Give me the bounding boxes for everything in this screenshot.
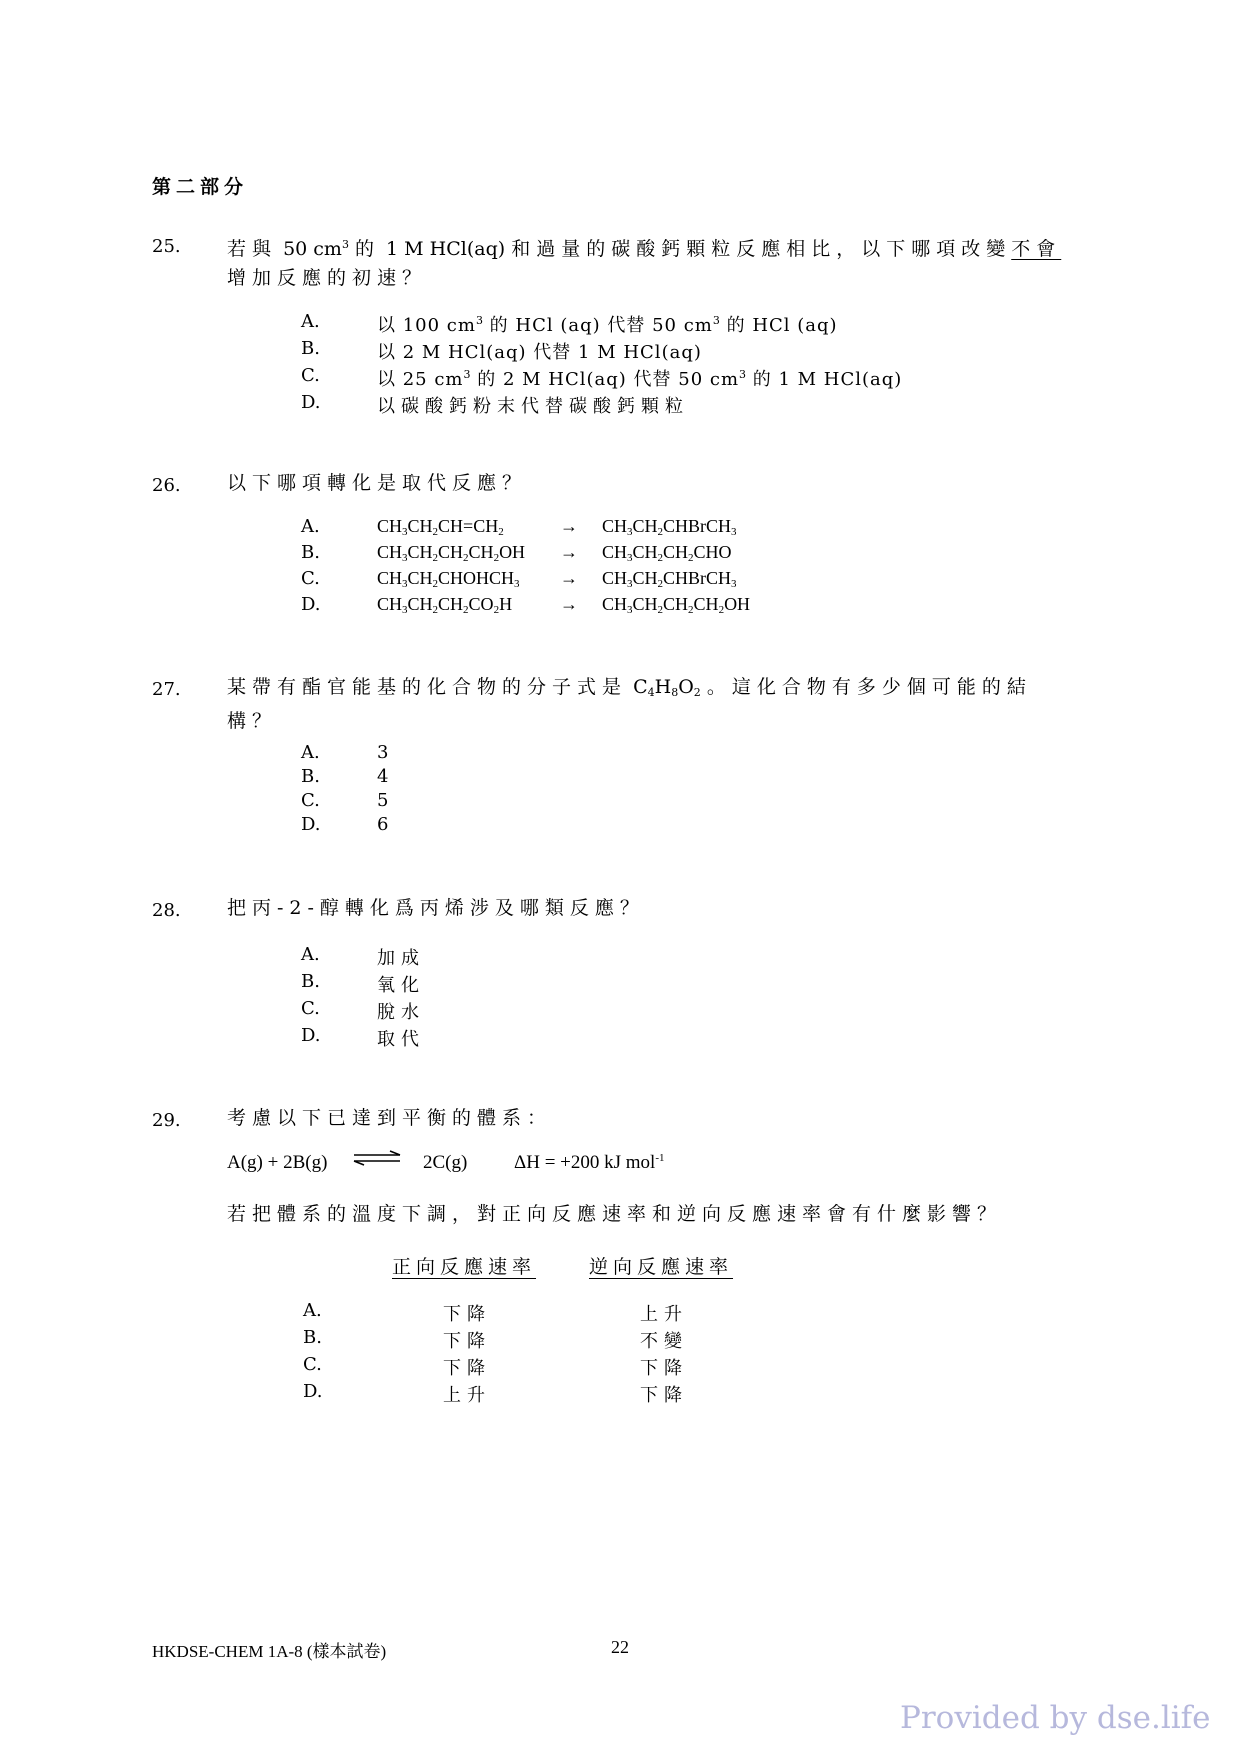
q28-option-text: 脫水 xyxy=(377,1002,425,1023)
col-reverse-rate: 逆向反應速率 xyxy=(589,1256,734,1278)
q26-option-product: $CH_3CH_2CH_2CHO$ xyxy=(602,542,732,564)
q28-number: 28. xyxy=(152,900,181,921)
q27-option-text: 4 xyxy=(377,766,389,787)
q26-option-reactant: $CH_3CH_2CH=CH_2$ xyxy=(377,516,504,538)
q25-option-text: 以 100 $cm^3$ 的 HCl (aq) 代替 50 $cm^3$ 的 HCl (aq) xyxy=(377,314,838,336)
q27-option-letter: B. xyxy=(301,766,320,787)
q25-text-c: 和過量的碳酸鈣顆粒反應相比，以下哪項改變 xyxy=(511,238,1012,260)
q25-text-b: 的 xyxy=(354,238,380,260)
q28-option-letter: D. xyxy=(301,1025,321,1046)
q25-emphasis: 不會 xyxy=(1011,238,1062,260)
q25-text-a: 若與 xyxy=(227,238,278,260)
q29-number: 29. xyxy=(152,1110,181,1131)
q28-option-letter: C. xyxy=(301,998,320,1019)
footer-paper-code: HKDSE-CHEM 1A-8 (樣本試卷) xyxy=(152,1642,387,1661)
q25-option-text: 以 2 M HCl(aq) 代替 1 M HCl(aq) xyxy=(377,342,702,363)
q25-text-line2: 增加反應的初速？ xyxy=(227,267,428,289)
q26-option-letter: A. xyxy=(301,516,320,537)
section-title: 第二部分 xyxy=(152,176,249,198)
q28-option-text: 氧化 xyxy=(377,975,425,996)
q26-option-product: $CH_3CH_2CHBrCH_3$ xyxy=(602,516,737,538)
q25-option-letter: B. xyxy=(301,338,320,359)
equilibrium-arrow-icon xyxy=(352,1150,402,1166)
q29-option-reverse: 下降 xyxy=(640,1358,688,1379)
q27-option-text: 3 xyxy=(377,742,389,763)
q25-concentration: 1 M HCl(aq) xyxy=(386,238,506,260)
q26-option-reactant: $CH_3CH_2CH_2CO_2H$ xyxy=(377,594,513,616)
q29-option-letter: D. xyxy=(303,1381,323,1402)
q26-option-reactant: $CH_3CH_2CHOHCH_3$ xyxy=(377,568,520,590)
q29-question: 若把體系的溫度下調，對正向反應速率和逆向反應速率會有什麼影響？ xyxy=(227,1203,1003,1225)
q26-option-letter: B. xyxy=(301,542,320,563)
q27-text-b: 。這化合物有多少個可能的結 xyxy=(706,676,1032,698)
q27-option-letter: A. xyxy=(301,742,320,763)
q25-option-letter: C. xyxy=(301,365,320,386)
q27-text-line2: 構？ xyxy=(227,710,278,732)
q27-text xyxy=(227,673,1107,736)
q28-text: 把丙-2-醇轉化爲丙烯涉及哪類反應？ xyxy=(227,897,645,919)
page-number: 22 xyxy=(611,1637,629,1657)
q29-option-reverse: 下降 xyxy=(640,1385,688,1406)
col-forward-rate: 正向反應速率 xyxy=(392,1256,537,1278)
q27-text-a: 某帶有酯官能基的化合物的分子式是 xyxy=(227,676,628,698)
q26-option-product: $CH_3CH_2CHBrCH_3$ xyxy=(602,568,737,590)
q29-option-forward: 上升 xyxy=(443,1385,491,1406)
q28-option-letter: A. xyxy=(301,944,320,965)
q27-option-text: 5 xyxy=(377,790,389,811)
q29-option-forward: 下降 xyxy=(443,1331,491,1352)
q26-number: 26. xyxy=(152,475,181,496)
q25-option-text: 以 25 $cm^3$ 的 2 M HCl(aq) 代替 50 $cm^3$ 的 1 M HCl(aq) xyxy=(377,368,903,390)
q28-option-letter: B. xyxy=(301,971,320,992)
q25-option-letter: A. xyxy=(301,311,320,332)
q29-option-reverse: 上升 xyxy=(640,1304,688,1325)
q27-option-letter: D. xyxy=(301,814,321,835)
q28-option-text: 取代 xyxy=(377,1029,425,1050)
q26-text: 以下哪項轉化是取代反應？ xyxy=(227,472,528,494)
q25-option-letter: D. xyxy=(301,392,321,413)
equation-products: 2C(g) xyxy=(423,1152,468,1173)
q26-option-letter: C. xyxy=(301,568,320,589)
q26-option-arrow: → xyxy=(560,542,578,562)
q26-option-arrow: → xyxy=(560,594,578,614)
q29-option-letter: B. xyxy=(303,1327,322,1348)
q25-number: 25. xyxy=(152,236,181,257)
q27-formula: $C_4H_8O_2$ xyxy=(633,676,701,699)
q29-option-letter: A. xyxy=(303,1300,322,1321)
q29-option-forward: 下降 xyxy=(443,1358,491,1379)
q25-volume: 50 $cm^3$ xyxy=(283,238,349,260)
equation-enthalpy: ΔH = +200 kJ mol$^{-1}$ xyxy=(514,1152,665,1173)
q27-number: 27. xyxy=(152,679,181,700)
q29-option-forward: 下降 xyxy=(443,1304,491,1325)
watermark: Provided by dse.life xyxy=(900,1700,1211,1736)
equation-reactants: A(g) + 2B(g) xyxy=(227,1152,328,1173)
q29-text: 考慮以下已達到平衡的體系： xyxy=(227,1107,553,1129)
q27-option-text: 6 xyxy=(377,814,389,835)
q26-option-product: $CH_3CH_2CH_2CH_2OH$ xyxy=(602,594,751,616)
q26-option-letter: D. xyxy=(301,594,321,615)
q27-option-letter: C. xyxy=(301,790,320,811)
q25-text xyxy=(227,230,1107,293)
q25-option-text: 以碳酸鈣粉末代替碳酸鈣顆粒 xyxy=(377,396,689,417)
q28-option-text: 加成 xyxy=(377,948,425,969)
q26-option-reactant: $CH_3CH_2CH_2CH_2OH$ xyxy=(377,542,526,564)
q26-option-arrow: → xyxy=(560,568,578,588)
q29-option-letter: C. xyxy=(303,1354,322,1375)
q26-option-arrow: → xyxy=(560,516,578,536)
q29-option-reverse: 不變 xyxy=(640,1331,688,1352)
